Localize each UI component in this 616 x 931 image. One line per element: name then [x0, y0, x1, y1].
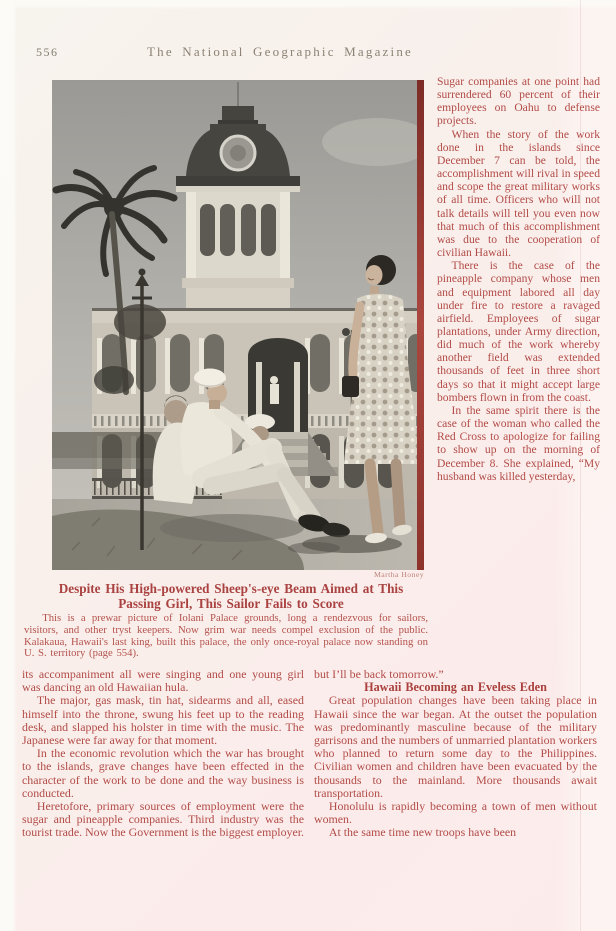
- section-heading: Hawaii Becoming an Eveless Eden: [364, 680, 547, 695]
- photo-credit: Martha Honey: [373, 570, 424, 579]
- caption-title-line2: Passing Girl, This Sailor Fails to Score: [118, 596, 344, 611]
- caption-title: [34, 581, 428, 611]
- sidebar-paragraph: When the story of the work done in the islands since December 7 can be told, the accomplishment will rival in speed and scope the great military works of all time. Officers who will not talk details will tell you even now that much of this accomplishment was due to the cooperation of civilian Hawaii.: [437, 127, 600, 260]
- body-paragraph: Heretofore, primary sources of employment were the sugar and pineapple companies. Third industry was the tourist trade. Now the Government is the biggest employer.: [22, 799, 305, 840]
- body-paragraph: At the same time new troops have been: [328, 825, 517, 840]
- sidebar-paragraph: There is the case of the pineapple company whose men and equipment labored all day under fire to restore a ravaged airfield. Employees of sugar plantations, under Army direction, did much of the work whereby another field was extended thousands of feet in three short days so that it might accept large bombers flown in from the coast.: [437, 259, 600, 404]
- sidebar-paragraph: Sugar companies at one point had surrendered 60 percent of their employees on Oahu to defense projects.: [437, 75, 600, 128]
- page-number: 556: [36, 45, 59, 59]
- body-paragraph: Great population changes have been taking place in Hawaii since the war began. At the outset the population was predominantly masculine because of the military garrisons and the numbers of unmarried plantation workers who planned to return some day to the Philippines. Civilian women and children have been evacuated by the thousands to the mainland. More thousands await transportation.: [314, 693, 597, 800]
- palace-photo-graphic: [52, 80, 424, 570]
- body-paragraph: In the economic revolution which the war has brought to the islands, grave changes have been effected in the character of the work to be done and the way business is conducted.: [22, 746, 304, 800]
- iolani-palace-photo: [52, 80, 424, 570]
- caption-body: This is a prewar picture of Iolani Palace grounds, long a rendezvous for sailors, visitors, and other tryst keepers. Now grim war needs compel exclusion of the public. Kalakaua, Hawaii's last king, built this palace, the only once-royal palace now standing on U. S. territory (page 554).: [24, 612, 428, 660]
- sidebar-text-column: [437, 75, 600, 483]
- sidebar-paragraph: In the same spirit there is the case of the woman who called the Red Cross to apologize for failing to show up on the morning of December 8. She explained, “My husband was killed yesterday,: [437, 403, 600, 483]
- body-paragraph: but I’ll be back tomorrow.”: [314, 667, 444, 681]
- bottom-left-column: [22, 668, 304, 840]
- running-header-title: The National Geographic Magazine: [146, 44, 413, 59]
- body-paragraph: The major, gas mask, tin hat, sidearms and all, eased himself into the throne, swung his feet up to the reading desk, and slapped his holster in time with the music. The Japanese were far away for that moment.: [22, 693, 304, 748]
- bottom-right-column: [314, 668, 597, 840]
- photo-red-scan-edge: [417, 80, 424, 570]
- caption-title-line1: Despite His High-powered Sheep's-eye Beam Aimed at This: [58, 581, 404, 596]
- body-paragraph: Honolulu is rapidly becoming a town of men without women.: [314, 799, 597, 827]
- body-paragraph: its accompaniment all were singing and one young girl was dancing an old Hawaiian hula.: [22, 667, 304, 695]
